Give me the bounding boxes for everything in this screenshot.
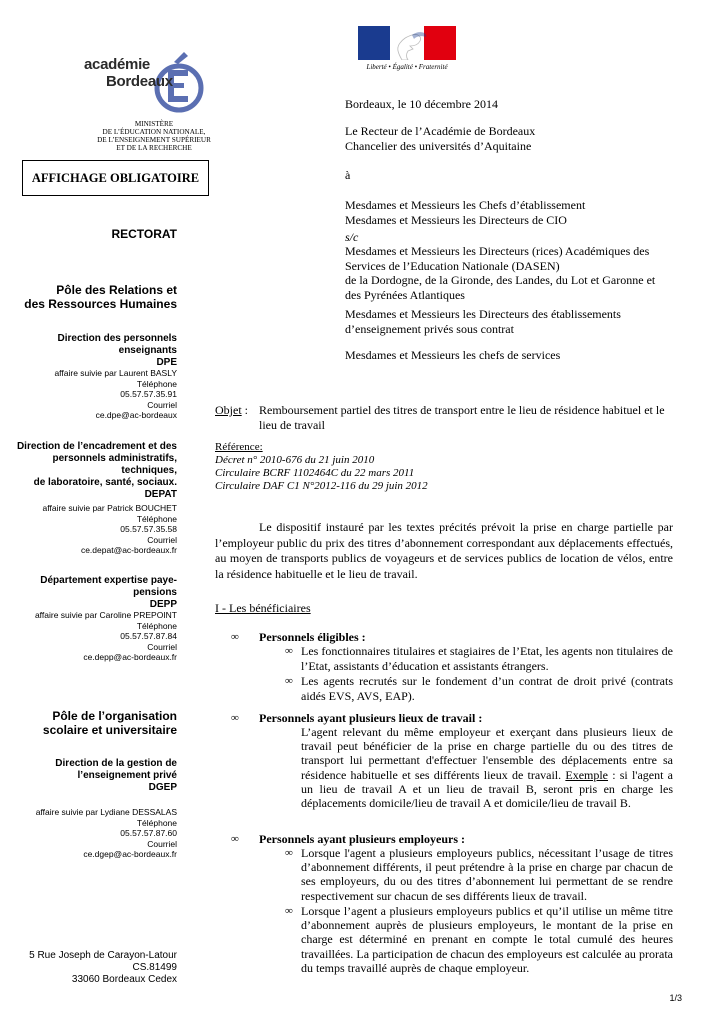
employeurs-title: Personnels ayant plusieurs employeurs : — [259, 832, 466, 846]
objet-label: Objet : — [215, 403, 249, 417]
recipients-primary: Mesdames et Messieurs les Chefs d’établissement Mesdames et Messieurs les Directeurs de CIO — [345, 198, 586, 227]
depp-email[interactable]: ce.depp@ac-bordeaux.fr — [83, 652, 177, 662]
eligibles-item: Les agents recrutés sur le fondement d’un contrat de droit privé (contrats aidés EVS, AVS, EAP). — [301, 674, 673, 703]
lieux-title: Personnels ayant plusieurs lieux de travail : — [259, 711, 483, 725]
bullet-icon: ∞ — [231, 631, 239, 643]
republique-francaise-logo — [358, 26, 456, 74]
affichage-obligatoire-box: AFFICHAGE OBLIGATOIRE — [22, 160, 209, 196]
exemple-label: Exemple — [565, 767, 609, 782]
depat-heading: Direction de l’encadrement et des personnels administratifs, techniques, de laboratoire, santé, sociaux. DEPAT — [16, 441, 177, 500]
bullet-icon: ∞ — [231, 833, 239, 845]
recipients-prive: Mesdames et Messieurs les Directeurs des établissements d’enseignement privés sous contrat — [345, 307, 621, 336]
lieux-paragraph: L’agent relevant du même employeur et exerçant dans plusieurs lieux de travail peut bénéficier de la prise en charge partielle du ou des titres de transport lui permettant d'effectuer l'ensemble des déplacements entre sa résidence habituelle et ses différents lieux de travail. Exemple : si l'agent a un lieu de travail A et un lieu de travail B, seront pris en charge les déplacements domicile/lieu de travail A et domicile/lieu de travail B. — [301, 725, 673, 811]
republic-motto: Liberté • Égalité • Fraternité — [366, 63, 448, 71]
bordeaux-label: Bordeaux — [106, 73, 173, 90]
marianne-flag-icon — [358, 26, 456, 60]
intro-paragraph: Le dispositif instauré par les textes précités prévoit la prise en charge partielle par l’employeur public du prix des titres d’abonnement correspondant aux déplacements effectués, au moyen de transports publics de voyageurs et de services publics de location de vélos, entre la résidence habituelle et le lieu de travail. — [215, 520, 673, 581]
depp-contact: affaire suivie par Caroline PREPOINT Téléphone 05.57.57.87.84 Courriel ce.depp@ac-bordeaux.fr — [34, 610, 177, 662]
dgep-heading: Direction de la gestion de l’enseignement privé DGEP — [55, 758, 177, 793]
bullet-icon: ∞ — [285, 847, 293, 859]
ministry-label: MINISTÈRE DE L’ÉDUCATION NATIONALE, DE L’ENSEIGNEMENT SUPÉRIEUR ET DE LA RECHERCHE — [97, 120, 211, 152]
academie-label: académie — [84, 56, 150, 73]
academie-bordeaux-logo — [74, 50, 211, 152]
recipients-dasen: Mesdames et Messieurs les Directeurs (rices) Académiques des Services de l’Education Nationale (DASEN) de la Dordogne, de la Gironde, des Landes, du Lot et Garonne et des Pyrénées Atlantiques — [345, 244, 656, 302]
eligibles-title: Personnels éligibles : — [259, 630, 366, 644]
bullet-icon: ∞ — [285, 675, 293, 687]
section-heading: I - Les bénéficiaires — [215, 601, 311, 615]
bullet-icon: ∞ — [285, 905, 293, 917]
bullet-icon: ∞ — [285, 645, 293, 657]
letter-date: Bordeaux, le 10 décembre 2014 — [345, 97, 498, 111]
pole-organisation-heading: Pôle de l’organisation scolaire et universitaire — [42, 709, 177, 737]
dpe-email[interactable]: ce.dpe@ac-bordeaux — [95, 410, 177, 420]
dpe-heading: Direction des personnels enseignants DPE — [57, 333, 177, 368]
page-number: 1/3 — [669, 993, 682, 1003]
a-label: à — [345, 168, 351, 182]
dgep-contact: affaire suivie par Lydiane DESSALAS Téléphone 05.57.57.87.60 Courriel ce.dgep@ac-bordeaux.fr — [35, 807, 177, 859]
depat-email[interactable]: ce.depat@ac-bordeaux.fr — [80, 545, 177, 555]
recipients-services: Mesdames et Messieurs les chefs de services — [345, 348, 561, 362]
reference-item: Circulaire BCRF 1102464C du 22 mars 2011 — [215, 467, 415, 479]
depat-contact: affaire suivie par Patrick BOUCHET Téléphone 05.57.57.35.58 Courriel ce.depat@ac-bordeaux.fr — [42, 503, 177, 555]
rectorat-heading: RECTORAT — [111, 227, 177, 241]
objet-text: Remboursement partiel des titres de transport entre le lieu de résidence habituel et le lieu de travail — [259, 403, 665, 432]
eligibles-item: Les fonctionnaires titulaires et stagiaires de l’Etat, les agents non titulaires de l’Etat, assistants d’éducation et assistants étrangers. — [301, 644, 673, 673]
letter-sender: Le Recteur de l’Académie de Bordeaux Chancelier des universités d’Aquitaine — [345, 124, 536, 153]
reference-item: Décret n° 2010-676 du 21 juin 2010 — [215, 454, 375, 466]
rectorat-address: 5 Rue Joseph de Carayon-Latour CS.81499 33060 Bordeaux Cedex — [29, 950, 177, 985]
sc-label: s/c — [345, 230, 359, 244]
reference-label: Référence: — [215, 441, 263, 453]
references — [215, 441, 428, 493]
employeurs-item: Lorsque l'agent a plusieurs employeurs publics, nécessitant l’usage de titres d’abonnement différents, il peut prétendre à la prise en charge par chacun de ses employeurs, du ou des titres d’abonnement lui permettant de se rendre respectivement sur chacun de ses différents lieux de travail. — [301, 846, 673, 903]
reference-item: Circulaire DAF C1 N°2012-116 du 29 juin 2012 — [215, 480, 428, 492]
bullet-icon: ∞ — [231, 712, 239, 724]
employeurs-item: Lorsque l’agent a plusieurs employeurs publics et qu’il utilise un même titre d’abonnement auprès de plusieurs employeurs, le montant de la prise en charge est déterminé en prenant en compte le total cumulé des heures travaillées. La participation de chacun des employeurs est calculée au prorata du temps travaillé auprès de chaque employeur. — [301, 904, 673, 975]
pole-rh-heading: Pôle des Relations et des Ressources Humaines — [24, 283, 177, 311]
dgep-email[interactable]: ce.dgep@ac-bordeaux.fr — [83, 849, 177, 859]
depp-heading: Département expertise paye-pensions DEPP — [40, 575, 177, 610]
dpe-contact: affaire suivie par Laurent BASLY Téléphone 05.57.57.35.91 Courriel ce.dpe@ac-bordeaux — [54, 368, 177, 420]
